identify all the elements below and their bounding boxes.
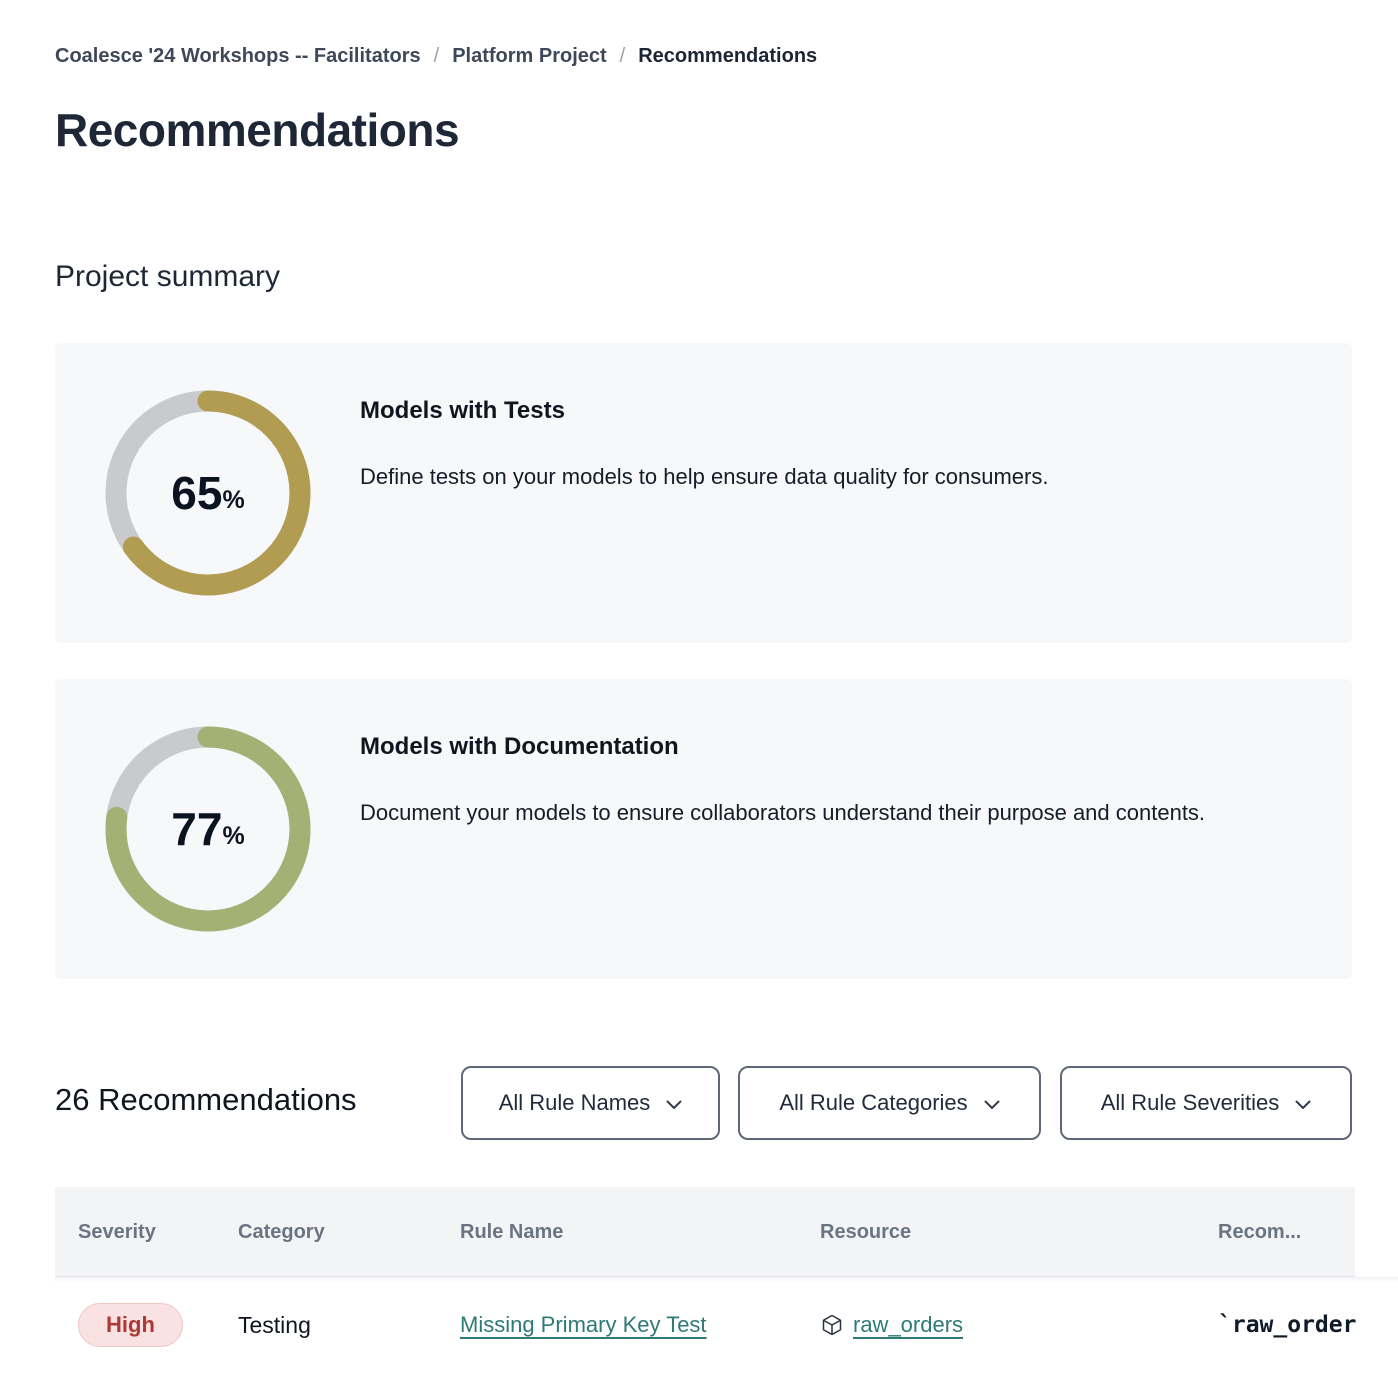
breadcrumb	[55, 45, 817, 68]
recommendations-count-heading: 26 Recommendations	[55, 1082, 357, 1117]
filter-rule-severities-dropdown[interactable]	[1060, 1066, 1352, 1140]
resource-cell	[820, 1277, 963, 1373]
rule-name-link[interactable]: Missing Primary Key Test	[460, 1312, 707, 1337]
card-title: Models with Tests	[360, 397, 565, 424]
recommendations-table-header	[55, 1187, 1355, 1277]
card-title: Models with Documentation	[360, 733, 679, 760]
breadcrumb-item-current: Recommendations	[638, 45, 818, 67]
breadcrumb-item-workspace[interactable]: Coalesce '24 Workshops -- Facilitators	[55, 45, 421, 67]
column-header-category: Category	[238, 1220, 325, 1243]
card-description: Document your models to ensure collaborators understand their purpose and contents.	[360, 800, 1206, 825]
filter-label: All Rule Names	[498, 1090, 651, 1115]
model-cube-icon	[820, 1313, 844, 1337]
column-header-rule-name: Rule Name	[460, 1220, 564, 1243]
filter-label: All Rule Categories	[779, 1090, 968, 1115]
recommendation-cell	[1218, 1277, 1356, 1373]
severity-cell	[78, 1277, 183, 1373]
summary-card-models-with-tests	[55, 343, 1352, 643]
percent-value: 77	[171, 803, 223, 855]
breadcrumb-separator: /	[433, 45, 440, 67]
column-header-severity: Severity	[78, 1220, 156, 1243]
chevron-down-icon	[1295, 1100, 1311, 1110]
column-header-resource: Resource	[820, 1220, 912, 1243]
rule-name-cell	[460, 1277, 707, 1373]
recommendation-code: `raw_order	[1218, 1312, 1357, 1338]
table-row	[55, 1277, 1398, 1373]
filter-rule-categories-dropdown[interactable]	[738, 1066, 1041, 1140]
breadcrumb-item-project[interactable]: Platform Project	[452, 45, 607, 67]
documentation-progress-ring	[105, 726, 311, 932]
breadcrumb-separator: /	[619, 45, 626, 67]
category-label: Testing	[238, 1311, 311, 1338]
percent-sign: %	[222, 485, 245, 514]
resource-link[interactable]: raw_orders	[853, 1312, 964, 1337]
chevron-down-icon	[666, 1100, 682, 1110]
filter-label: All Rule Severities	[1100, 1090, 1280, 1115]
severity-badge-high: High	[78, 1303, 183, 1347]
category-cell	[238, 1277, 311, 1373]
percent-sign: %	[222, 821, 245, 850]
percent-value: 65	[171, 467, 223, 519]
project-summary-heading: Project summary	[55, 260, 281, 293]
ring-percent-label	[105, 390, 311, 596]
filter-rule-names-dropdown[interactable]	[461, 1066, 720, 1140]
tests-progress-ring	[105, 390, 311, 596]
page-title: Recommendations	[55, 104, 460, 156]
ring-percent-label	[105, 726, 311, 932]
card-description: Define tests on your models to help ensure data quality for consumers.	[360, 464, 1049, 489]
summary-card-models-with-documentation	[55, 679, 1352, 979]
column-header-recommendation: Recom...	[1218, 1220, 1302, 1243]
chevron-down-icon	[984, 1100, 1000, 1110]
